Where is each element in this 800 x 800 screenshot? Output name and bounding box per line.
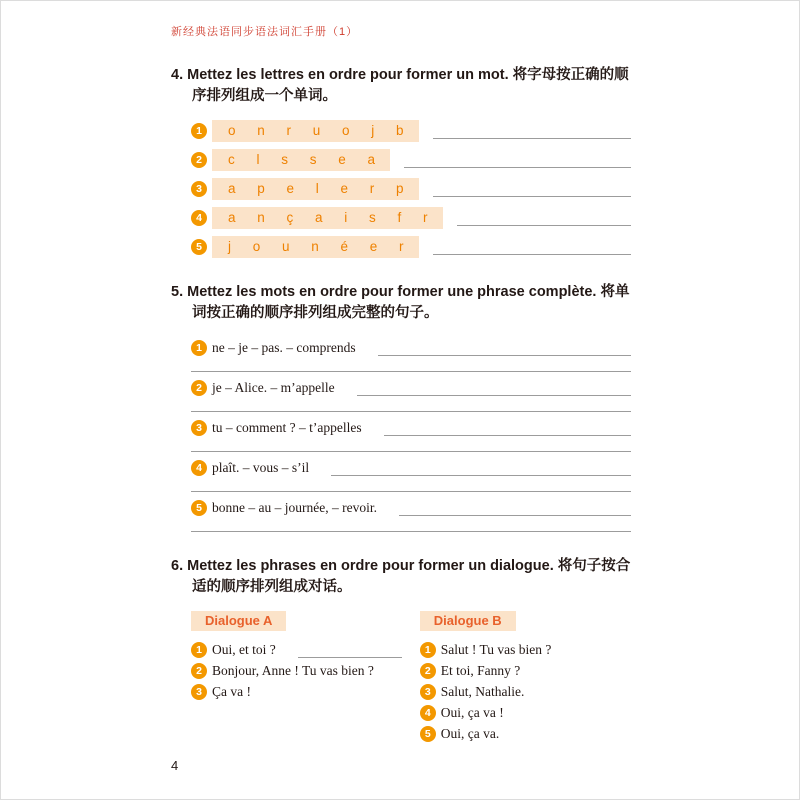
dialogue-row (420, 704, 631, 721)
dialogue-line: Salut, Nathalie. (440, 683, 525, 699)
phrase-item (191, 457, 631, 492)
letter-row (191, 149, 631, 171)
dialogue-b-label: Dialogue B (420, 611, 516, 631)
exercise-4 (171, 65, 631, 258)
item-number-badge: 5 (420, 726, 436, 742)
phrase-row (191, 337, 631, 358)
scrambled-letters: o n r u o j b (212, 120, 419, 142)
answer-blank (433, 239, 631, 255)
item-number-badge: 2 (191, 663, 207, 679)
exercise-6 (171, 556, 631, 746)
dialogue-row (191, 662, 402, 679)
scrambled-phrase: je – Alice. – m’appelle (212, 379, 335, 395)
dialogue-b (420, 611, 631, 746)
answer-blank (457, 210, 631, 226)
dialogue-row (420, 662, 631, 679)
answer-blank (378, 340, 631, 356)
scrambled-phrase: ne – je – pas. – comprends (212, 339, 356, 355)
dialogue-row (420, 641, 631, 658)
exercise-4-title: 4. Mettez les lettres en ordre pour former un mot. 将字母按正确的顺序排列组成一个单词。 (171, 67, 629, 104)
phrase-item (191, 417, 631, 452)
answer-blank-line (191, 358, 631, 372)
dialogue-row (420, 725, 631, 742)
item-number-badge: 2 (420, 663, 436, 679)
phrase-item (191, 337, 631, 372)
item-number-badge: 1 (191, 340, 207, 356)
scrambled-phrase: plaît. – vous – s’il (212, 459, 310, 475)
answer-blank-line (191, 398, 631, 412)
phrase-row (191, 417, 631, 438)
letter-row (191, 178, 631, 200)
dialogue-row (191, 683, 402, 700)
answer-blank-line (191, 438, 631, 452)
letter-row (191, 207, 631, 229)
exercise-5-title: 5. Mettez les mots en ordre pour former une phrase complète. 将单词按正确的顺序排列组成完整的句子。 (171, 284, 630, 321)
item-number-badge: 5 (191, 500, 207, 516)
dialogue-line: Et toi, Fanny ? (440, 662, 521, 678)
answer-blank (404, 152, 631, 168)
item-number-badge: 2 (191, 380, 207, 396)
scrambled-phrase: bonne – au – journée, – revoir. (212, 499, 377, 515)
exercise-6-title: 6. Mettez les phrases en ordre pour former un dialogue. 将句子按合适的顺序排列组成对话。 (171, 558, 631, 595)
item-number-badge: 2 (191, 152, 207, 168)
page-content (171, 65, 631, 770)
item-number-badge: 5 (191, 239, 207, 255)
running-header: 新经典法语同步语法词汇手册（1） (171, 26, 359, 38)
dialogue-line: Ça va ! (212, 683, 251, 699)
phrase-row (191, 497, 631, 518)
answer-blank-line (191, 518, 631, 532)
answer-blank-line (191, 478, 631, 492)
answer-blank (433, 181, 631, 197)
dialogue-a (191, 611, 402, 746)
item-number-badge: 3 (420, 684, 436, 700)
phrase-row (191, 377, 631, 398)
scrambled-letters: a p e l e r p (212, 178, 419, 200)
dialogue-line: Oui, ça va ! (440, 704, 504, 720)
phrase-item (191, 497, 631, 532)
answer-blank (331, 460, 631, 476)
dialogue-line: Oui, et toi ? (212, 641, 276, 657)
dialogue-row (420, 683, 631, 700)
dialogue-row (191, 641, 402, 658)
item-number-badge: 4 (191, 460, 207, 476)
item-number-badge: 1 (420, 642, 436, 658)
page-number: 4 (171, 758, 179, 773)
phrase-row (191, 457, 631, 478)
answer-blank (384, 420, 631, 436)
exercise-5 (171, 282, 631, 532)
dialogue-line: Oui, ça va. (440, 725, 500, 741)
exercise-5-list (191, 337, 631, 532)
scrambled-phrase: tu – comment ? – t’appelles (212, 419, 362, 435)
dialogue-line: Salut ! Tu vas bien ? (440, 641, 552, 657)
letter-row (191, 236, 631, 258)
scrambled-letters: j o u n é e r (212, 236, 419, 258)
answer-blank (298, 642, 402, 658)
item-number-badge: 1 (191, 642, 207, 658)
item-number-badge: 3 (191, 684, 207, 700)
dialogue-line: Bonjour, Anne ! Tu vas bien ? (212, 662, 374, 678)
exercise-4-list (191, 120, 631, 258)
item-number-badge: 4 (191, 210, 207, 226)
item-number-badge: 1 (191, 123, 207, 139)
scrambled-letters: a n ç a i s f r (212, 207, 443, 229)
phrase-item (191, 377, 631, 412)
answer-blank (433, 123, 631, 139)
item-number-badge: 4 (420, 705, 436, 721)
item-number-badge: 3 (191, 181, 207, 197)
item-number-badge: 3 (191, 420, 207, 436)
letter-row (191, 120, 631, 142)
answer-blank (357, 380, 631, 396)
scrambled-letters: c l s s e a (212, 149, 390, 171)
dialogue-a-label: Dialogue A (191, 611, 286, 631)
answer-blank (399, 500, 631, 516)
dialogues (191, 611, 631, 746)
